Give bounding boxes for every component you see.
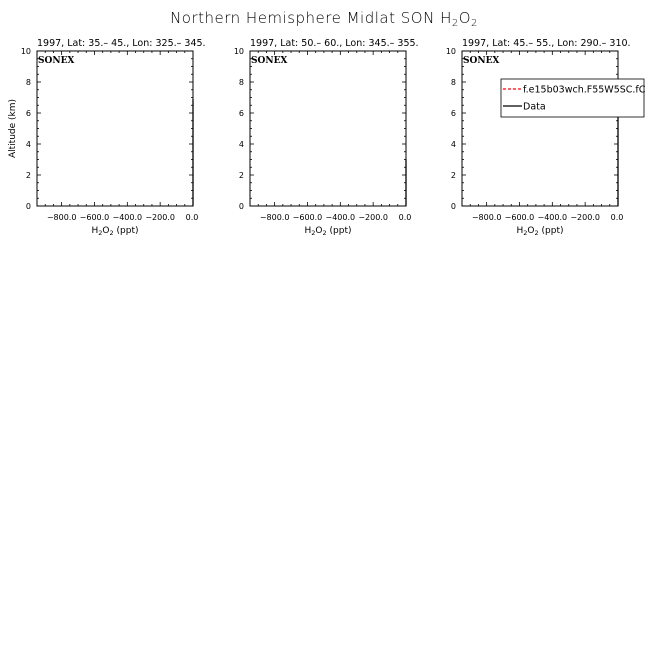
x-axis-label: $H_2O_2$ (ppt) — [91, 226, 139, 237]
y-tick-label: 0 — [450, 202, 456, 211]
x-tick-label: −200.0 — [358, 213, 388, 222]
x-tick-label: −600.0 — [504, 213, 535, 222]
y-tick-label: 4 — [450, 140, 456, 149]
x-tick-label: −600.0 — [79, 213, 110, 222]
figure-title-sub2: 2 — [471, 18, 478, 29]
x-tick-label: −800.0 — [259, 213, 290, 222]
chart-panel-2 — [234, 38, 419, 237]
panel-title: 1997, Lat: 45.– 55., Lon: 290.– 310. — [462, 38, 631, 49]
y-tick-label: 4 — [238, 140, 244, 149]
panel-title: 1997, Lat: 50.– 60., Lon: 345.– 355. — [250, 38, 419, 49]
legend-entry-label: f.e15b03wch.F55W5SC.fC — [523, 84, 646, 96]
x-tick-label: 0.0 — [398, 213, 412, 222]
plot-frame — [462, 51, 618, 206]
legend-entry-label: Data — [523, 101, 546, 113]
y-tick-label: 0 — [238, 202, 244, 211]
figure-title-prefix: Northern Hemisphere Midlat SON H — [170, 9, 452, 27]
y-axis-label: Altitude (km) — [8, 98, 18, 159]
y-tick-label: 6 — [450, 109, 456, 118]
campaign-label: SONEX — [251, 56, 288, 66]
x-tick-label: −800.0 — [471, 213, 502, 222]
y-tick-label: 6 — [238, 109, 244, 118]
x-tick-label: −600.0 — [292, 213, 323, 222]
y-tick-label: 4 — [25, 140, 31, 149]
x-tick-label: −400.0 — [537, 213, 568, 222]
x-tick-label: −400.0 — [112, 213, 143, 222]
x-tick-label: 0.0 — [610, 213, 624, 222]
figure-title-sub1: 2 — [451, 18, 459, 29]
figure-title — [170, 9, 478, 29]
y-tick-label: 10 — [445, 47, 456, 56]
x-tick-label: −400.0 — [325, 213, 356, 222]
figure-title-mid: O — [458, 9, 472, 27]
y-tick-label: 6 — [25, 109, 31, 118]
chart-panels — [8, 38, 646, 237]
campaign-label: SONEX — [463, 56, 500, 66]
y-tick-label: 8 — [238, 78, 244, 87]
y-tick-label: 0 — [25, 202, 31, 211]
chart-panel-3 — [446, 38, 646, 237]
legend — [501, 79, 646, 117]
panel-title: 1997, Lat: 35.– 45., Lon: 325.– 345. — [37, 38, 206, 49]
y-tick-label: 8 — [25, 78, 31, 87]
y-tick-label: 2 — [25, 171, 31, 180]
x-tick-label: −800.0 — [46, 213, 77, 222]
chart-panel-1 — [8, 38, 206, 237]
y-tick-label: 2 — [450, 171, 456, 180]
x-tick-label: −200.0 — [570, 213, 600, 222]
y-tick-label: 2 — [238, 171, 244, 180]
x-axis-label: $H_2O_2$ (ppt) — [516, 226, 564, 237]
campaign-label: SONEX — [38, 56, 75, 66]
y-tick-label: 10 — [233, 47, 244, 56]
x-axis-label: $H_2O_2$ (ppt) — [304, 226, 352, 237]
plot-frame — [250, 51, 406, 206]
y-tick-label: 8 — [450, 78, 456, 87]
y-tick-label: 10 — [20, 47, 31, 56]
x-tick-label: −200.0 — [145, 213, 175, 222]
plot-frame — [37, 51, 193, 206]
x-tick-label: 0.0 — [185, 213, 199, 222]
